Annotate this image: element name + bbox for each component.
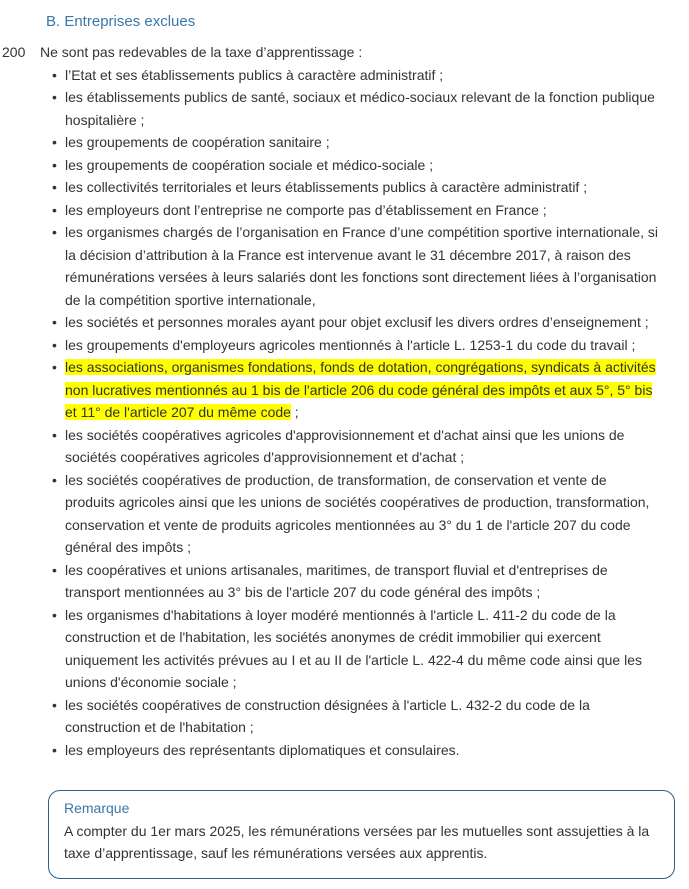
list-item-text: les groupements d'employeurs agricoles mentionnés à l'article L. 1253-1 du code du travail ; xyxy=(65,336,636,353)
list-item-text: les associations, organismes fondations, fonds de dotation, congrégations, syndicats à activités non lucratives mentionnés au 1 bis de l'article 206 du code général des impôts et aux 5°, 5° bis et 11° de l'article 207 du même code xyxy=(65,359,656,420)
list-item-text: les sociétés coopératives agricoles d'approvisionnement et d'achat ainsi que les unions de sociétés coopératives agricoles d'approvisionnement et d'achat ; xyxy=(65,426,625,465)
list-item xyxy=(40,176,660,199)
list-item xyxy=(40,604,660,694)
list-item xyxy=(40,694,660,739)
list-item xyxy=(40,469,660,559)
list-item xyxy=(40,424,660,469)
intro-text: Ne sont pas redevables de la taxe d’apprentissage : xyxy=(40,44,363,60)
remark-box xyxy=(48,790,675,879)
list-item-text: les établissements publics de santé, sociaux et médico-sociaux relevant de la fonction publique hospitalière ; xyxy=(65,89,655,128)
paragraph-number: 200 xyxy=(2,44,26,60)
list-item-text: les sociétés et personnes morales ayant pour objet exclusif les divers ordres d’enseignement ; xyxy=(65,314,649,330)
list-item-text: l’Etat et ses établissements publics à caractère administratif ; xyxy=(65,66,444,83)
list-item-text: les employeurs dont l’entreprise ne comporte pas d’établissement en France ; xyxy=(65,201,547,218)
list-item xyxy=(40,86,660,131)
list-item xyxy=(40,221,660,311)
list-item-text: les groupements de coopération sanitaire ; xyxy=(65,134,330,150)
list-item-text: les coopératives et unions artisanales, maritimes, de transport fluvial et d'entreprises de transport mentionnées au 3° bis de l'article 207 du code général des impôts ; xyxy=(65,561,608,600)
list-item xyxy=(40,64,660,87)
remark-label: Remarque xyxy=(64,800,130,816)
intro-paragraph xyxy=(2,41,660,64)
exclusion-list xyxy=(40,64,660,762)
list-item-text: les sociétés coopératives de production, de transformation, de conservation et vente de produits agricoles ainsi que les unions de sociétés coopératives de production, transformation, conservation et vente de produits agricoles mentionnées au 3° du 1 de l'article 207 du code général des impôts ; xyxy=(65,471,650,555)
list-item: • les associations, organismes fondations, fonds de dotation, congrégations, syndicats à activités non lucratives mentionnés au 1 bis de l'article 206 du code général des impôts et aux 5°, 5° bis et 11° de l'article 207 du même code ; xyxy=(40,356,660,424)
list-item-text: les employeurs des représentants diplomatiques et consulaires. xyxy=(65,741,460,758)
list-item xyxy=(40,739,660,762)
list-item-text: les organismes chargés de l’organisation en France d’une compétition sportive internationale, si la décision d’attribution à la France est intervenue avant le 31 décembre 2017, à raison des rémunérations versées à leurs salariés dont les fonctions sont directement liées à l’organisation de la compétition sportive internationale, xyxy=(65,224,658,308)
remark-text: A compter du 1er mars 2025, les rémunérations versées par les mutuelles sont assujetties à la taxe d’apprentissage, sauf les rémunérations versées aux apprentis. xyxy=(64,822,650,861)
section-heading: B. Entreprises exclues xyxy=(46,13,196,30)
list-item-text: les organismes d'habitations à loyer modéré mentionnés à l'article L. 411-2 du code de la construction et de l'habitation, les sociétés anonymes de crédit immobilier qui exercent uniquement les activités prévues au I et au II de l'article L. 422-4 du même code ainsi que les unions d'économie sociale ; xyxy=(65,606,643,690)
list-item-text: les groupements de coopération sociale et médico-sociale ; xyxy=(65,156,434,173)
list-item-text: les collectivités territoriales et leurs établissements publics à caractère administratif ; xyxy=(65,179,588,195)
list-item xyxy=(40,131,660,154)
list-item-text: les sociétés coopératives de construction désignées à l'article L. 432-2 du code de la construction et de l'habitation ; xyxy=(65,696,590,735)
list-item xyxy=(40,311,660,334)
list-item xyxy=(40,559,660,604)
list-item xyxy=(40,334,660,357)
list-item xyxy=(40,154,660,177)
list-item xyxy=(40,199,660,222)
